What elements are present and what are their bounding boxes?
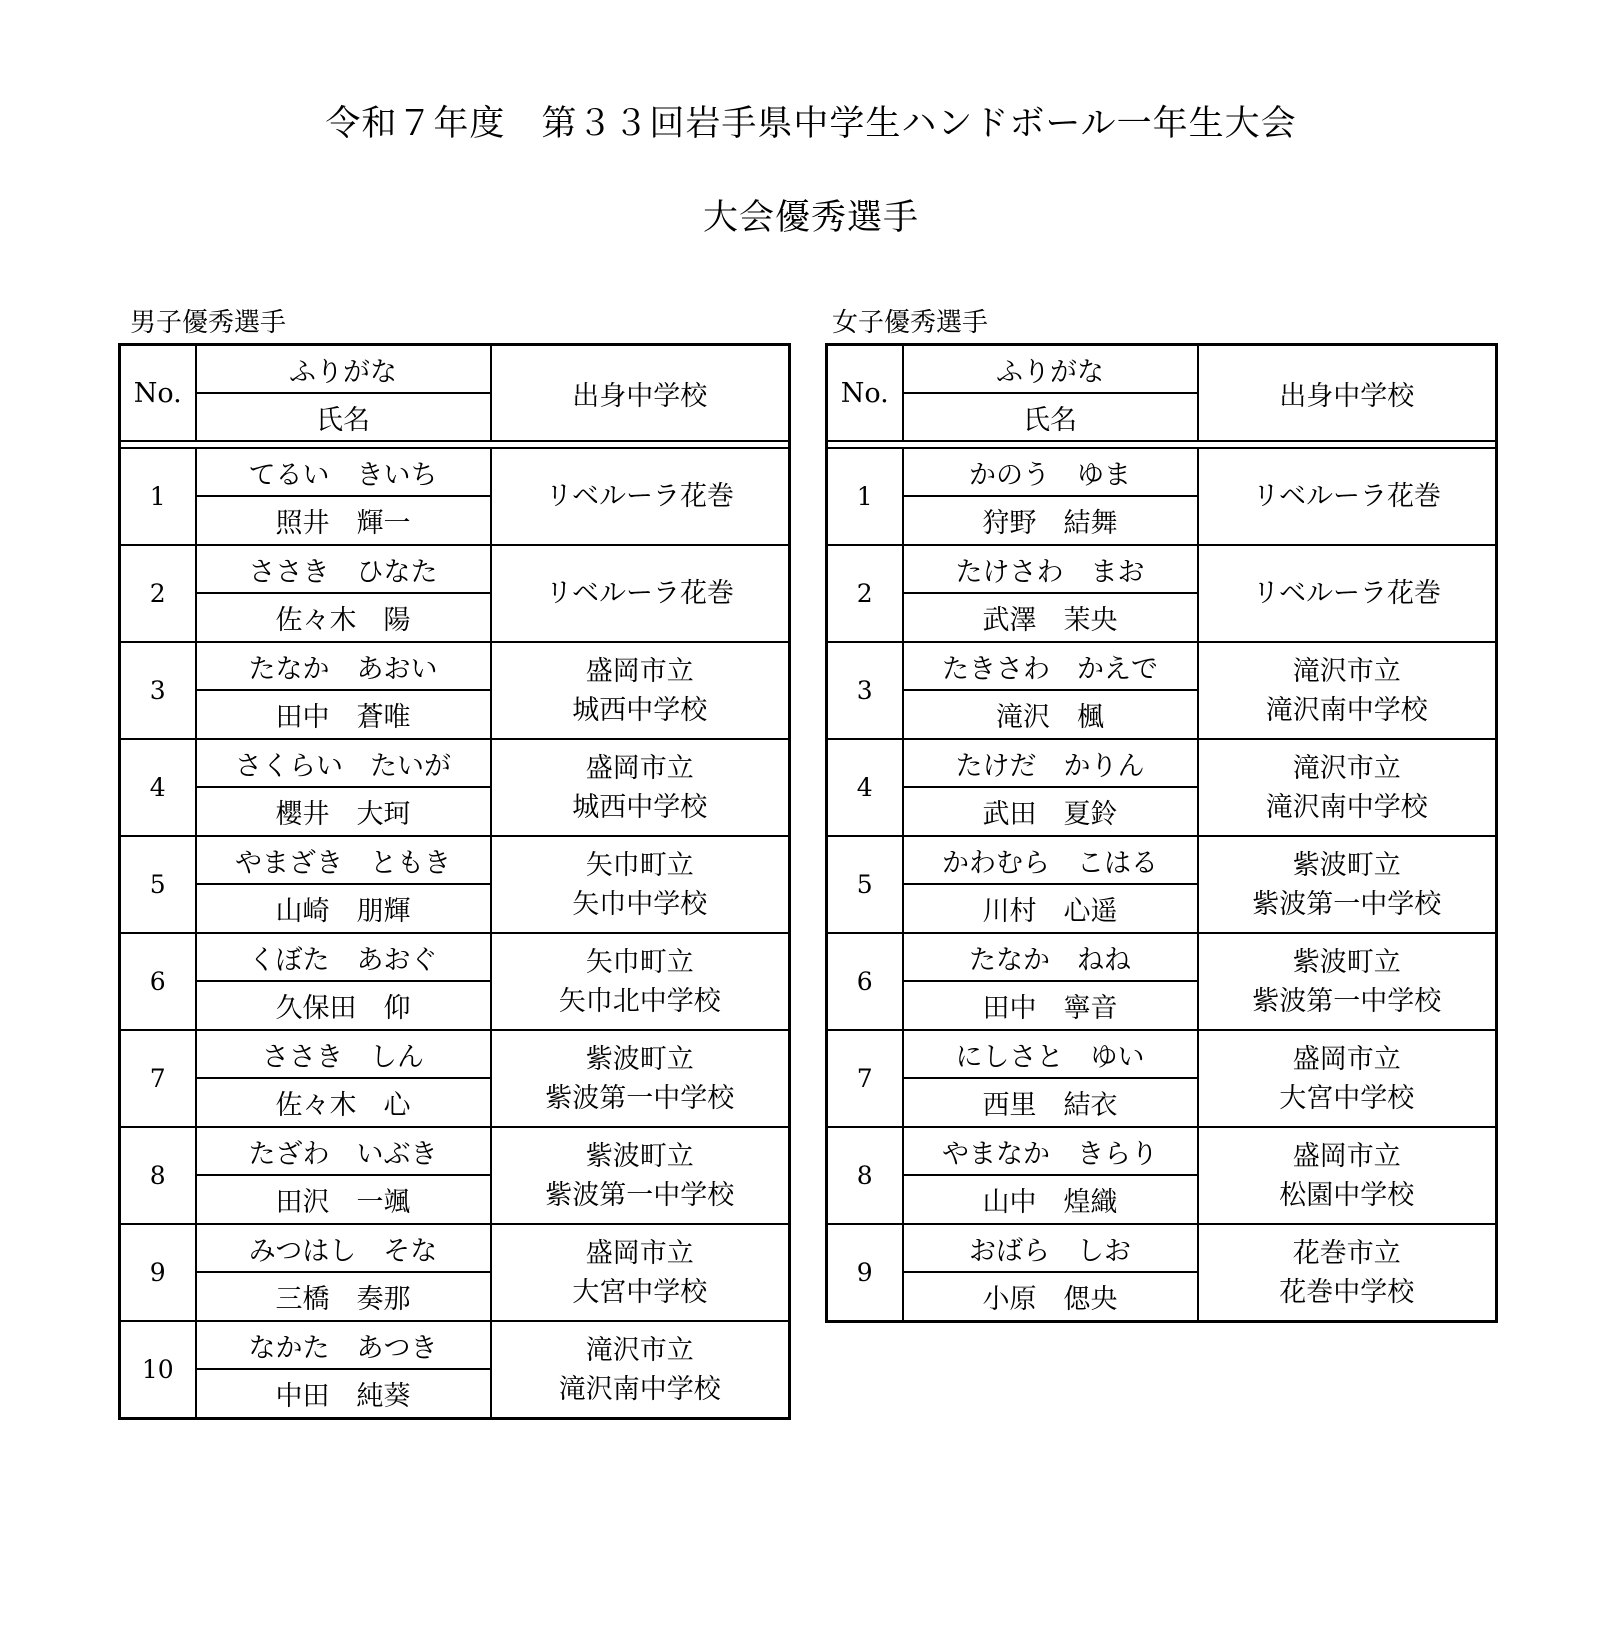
player-school [491, 1030, 790, 1127]
table-row [827, 448, 1497, 496]
school-line: 大宮中学校 [572, 1276, 708, 1308]
header-separator [827, 441, 1497, 448]
table-row [827, 1127, 1497, 1175]
player-name: 西里 結衣 [903, 1078, 1198, 1127]
school-line: 城西中学校 [572, 791, 708, 823]
table-row [120, 545, 790, 593]
player-furigana: さくらい たいが [196, 739, 491, 787]
header-furigana: ふりがな [903, 345, 1198, 394]
school-line: 紫波第一中学校 [545, 1179, 735, 1211]
player-name: 照井 輝一 [196, 496, 491, 545]
player-school [1198, 836, 1497, 933]
player-school [1198, 1127, 1497, 1224]
page-title: 令和７年度 第３３回岩手県中学生ハンドボール一年生大会 [325, 104, 1297, 144]
school-line: リベルーラ花巻 [545, 578, 734, 609]
player-name: 田中 蒼唯 [196, 690, 491, 739]
player-name: 中田 純葵 [196, 1369, 491, 1419]
school-line: 矢巾中学校 [572, 888, 708, 920]
school-line: 花巻中学校 [1279, 1276, 1415, 1308]
player-school [1198, 545, 1497, 642]
table-row [120, 642, 790, 690]
player-number: 2 [120, 545, 196, 642]
player-number: 9 [120, 1224, 196, 1321]
header-name: 氏名 [196, 393, 491, 441]
table-row [120, 1127, 790, 1175]
player-furigana: たけだ かりん [903, 739, 1198, 787]
header-row [827, 345, 1497, 394]
table-row [827, 933, 1497, 981]
page-subtitle: 大会優秀選手 [702, 198, 919, 238]
table-row [120, 1321, 790, 1369]
school-line: リベルーラ花巻 [1252, 481, 1441, 512]
player-school [491, 1127, 790, 1224]
player-name: 武田 夏鈴 [903, 787, 1198, 836]
player-number: 8 [827, 1127, 903, 1224]
school-line: 矢巾町立 [585, 946, 694, 978]
table-row [827, 545, 1497, 593]
school-line: 矢巾町立 [585, 849, 694, 881]
player-furigana: ささき しん [196, 1030, 491, 1078]
header-no: No. [827, 345, 903, 442]
header-separator-cell [827, 441, 1497, 448]
header-name: 氏名 [903, 393, 1198, 441]
player-number: 5 [827, 836, 903, 933]
school-line: 紫波町立 [1292, 946, 1401, 978]
player-school [1198, 739, 1497, 836]
boys-table-body [120, 345, 790, 1419]
player-number: 6 [120, 933, 196, 1030]
school-line: リベルーラ花巻 [1252, 578, 1441, 609]
header-separator [120, 441, 790, 448]
player-school [491, 739, 790, 836]
player-school [1198, 933, 1497, 1030]
header-furigana: ふりがな [196, 345, 491, 394]
player-school [491, 933, 790, 1030]
player-name: 川村 心遥 [903, 884, 1198, 933]
player-name: 山崎 朋輝 [196, 884, 491, 933]
player-school [491, 836, 790, 933]
player-furigana: にしさと ゆい [903, 1030, 1198, 1078]
school-line: 紫波町立 [585, 1140, 694, 1172]
player-furigana: たなか あおい [196, 642, 491, 690]
player-school [1198, 1030, 1497, 1127]
player-number: 7 [827, 1030, 903, 1127]
player-name: 小原 偲央 [903, 1272, 1198, 1322]
player-number: 1 [827, 448, 903, 545]
player-number: 9 [827, 1224, 903, 1322]
school-line: リベルーラ花巻 [545, 481, 734, 512]
school-line: 盛岡市立 [585, 752, 694, 784]
table-row [827, 1030, 1497, 1078]
school-line: 松園中学校 [1279, 1179, 1415, 1211]
player-furigana: ささき ひなた [196, 545, 491, 593]
school-line: 盛岡市立 [1292, 1043, 1401, 1075]
school-line: 紫波第一中学校 [1252, 888, 1442, 920]
school-line: 城西中学校 [572, 694, 708, 726]
school-line: 紫波第一中学校 [545, 1082, 735, 1114]
school-line: 滝沢南中学校 [1265, 694, 1428, 726]
player-furigana: やまなか きらり [903, 1127, 1198, 1175]
player-school [491, 1224, 790, 1321]
table-row [827, 836, 1497, 884]
school-line: 紫波町立 [585, 1043, 694, 1075]
school-line: 滝沢市立 [1292, 752, 1401, 784]
player-furigana: みつはし そな [196, 1224, 491, 1272]
player-school [1198, 1224, 1497, 1322]
school-line: 滝沢南中学校 [1265, 791, 1428, 823]
player-name: 山中 煌織 [903, 1175, 1198, 1224]
school-line: 滝沢市立 [585, 1334, 694, 1366]
player-name: 狩野 結舞 [903, 496, 1198, 545]
player-furigana: やまざき ともき [196, 836, 491, 884]
player-school [491, 642, 790, 739]
player-furigana: かのう ゆま [903, 448, 1198, 496]
girls-section-label: 女子優秀選手 [832, 308, 989, 338]
header-row [120, 345, 790, 394]
player-furigana: てるい きいち [196, 448, 491, 496]
header-no: No. [120, 345, 196, 442]
school-line: 滝沢市立 [1292, 655, 1401, 687]
girls-table-body [827, 345, 1497, 1322]
table-row [120, 1030, 790, 1078]
school-line: 矢巾北中学校 [558, 985, 721, 1017]
player-number: 5 [120, 836, 196, 933]
player-name: 佐々木 心 [196, 1078, 491, 1127]
player-school [491, 545, 790, 642]
player-name: 三橋 奏那 [196, 1272, 491, 1321]
player-furigana: くぼた あおぐ [196, 933, 491, 981]
player-name: 武澤 茉央 [903, 593, 1198, 642]
table-row [827, 739, 1497, 787]
school-line: 花巻市立 [1292, 1237, 1401, 1269]
player-name: 滝沢 楓 [903, 690, 1198, 739]
boys-section-label: 男子優秀選手 [130, 308, 287, 338]
header-separator-cell [120, 441, 790, 448]
school-line: 紫波町立 [1292, 849, 1401, 881]
player-number: 4 [120, 739, 196, 836]
table-row [120, 739, 790, 787]
player-number: 2 [827, 545, 903, 642]
player-number: 8 [120, 1127, 196, 1224]
player-name: 田中 寧音 [903, 981, 1198, 1030]
player-number: 4 [827, 739, 903, 836]
player-furigana: なかた あつき [196, 1321, 491, 1369]
player-number: 1 [120, 448, 196, 545]
player-number: 6 [827, 933, 903, 1030]
table-row [120, 836, 790, 884]
table-row [120, 1224, 790, 1272]
header-school: 出身中学校 [1198, 345, 1497, 442]
girls-table [825, 343, 1498, 1323]
header-school: 出身中学校 [491, 345, 790, 442]
school-line: 紫波第一中学校 [1252, 985, 1442, 1017]
table-row [827, 1224, 1497, 1272]
player-furigana: たきさわ かえで [903, 642, 1198, 690]
player-name: 田沢 一颯 [196, 1175, 491, 1224]
school-line: 盛岡市立 [585, 1237, 694, 1269]
school-line: 盛岡市立 [1292, 1140, 1401, 1172]
player-school [1198, 448, 1497, 545]
player-furigana: おばら しお [903, 1224, 1198, 1272]
player-school [491, 448, 790, 545]
player-school [1198, 642, 1497, 739]
table-row [120, 448, 790, 496]
player-furigana: たなか ねね [903, 933, 1198, 981]
player-name: 佐々木 陽 [196, 593, 491, 642]
player-number: 3 [120, 642, 196, 739]
school-line: 盛岡市立 [585, 655, 694, 687]
table-row [120, 933, 790, 981]
player-furigana: たけさわ まお [903, 545, 1198, 593]
player-number: 7 [120, 1030, 196, 1127]
school-line: 滝沢南中学校 [558, 1373, 721, 1405]
player-name: 櫻井 大珂 [196, 787, 491, 836]
school-line: 大宮中学校 [1279, 1082, 1415, 1114]
player-number: 10 [120, 1321, 196, 1419]
table-row [827, 642, 1497, 690]
player-name: 久保田 仰 [196, 981, 491, 1030]
player-number: 3 [827, 642, 903, 739]
player-furigana: たざわ いぶき [196, 1127, 491, 1175]
player-furigana: かわむら こはる [903, 836, 1198, 884]
boys-table [118, 343, 791, 1420]
player-school [491, 1321, 790, 1419]
